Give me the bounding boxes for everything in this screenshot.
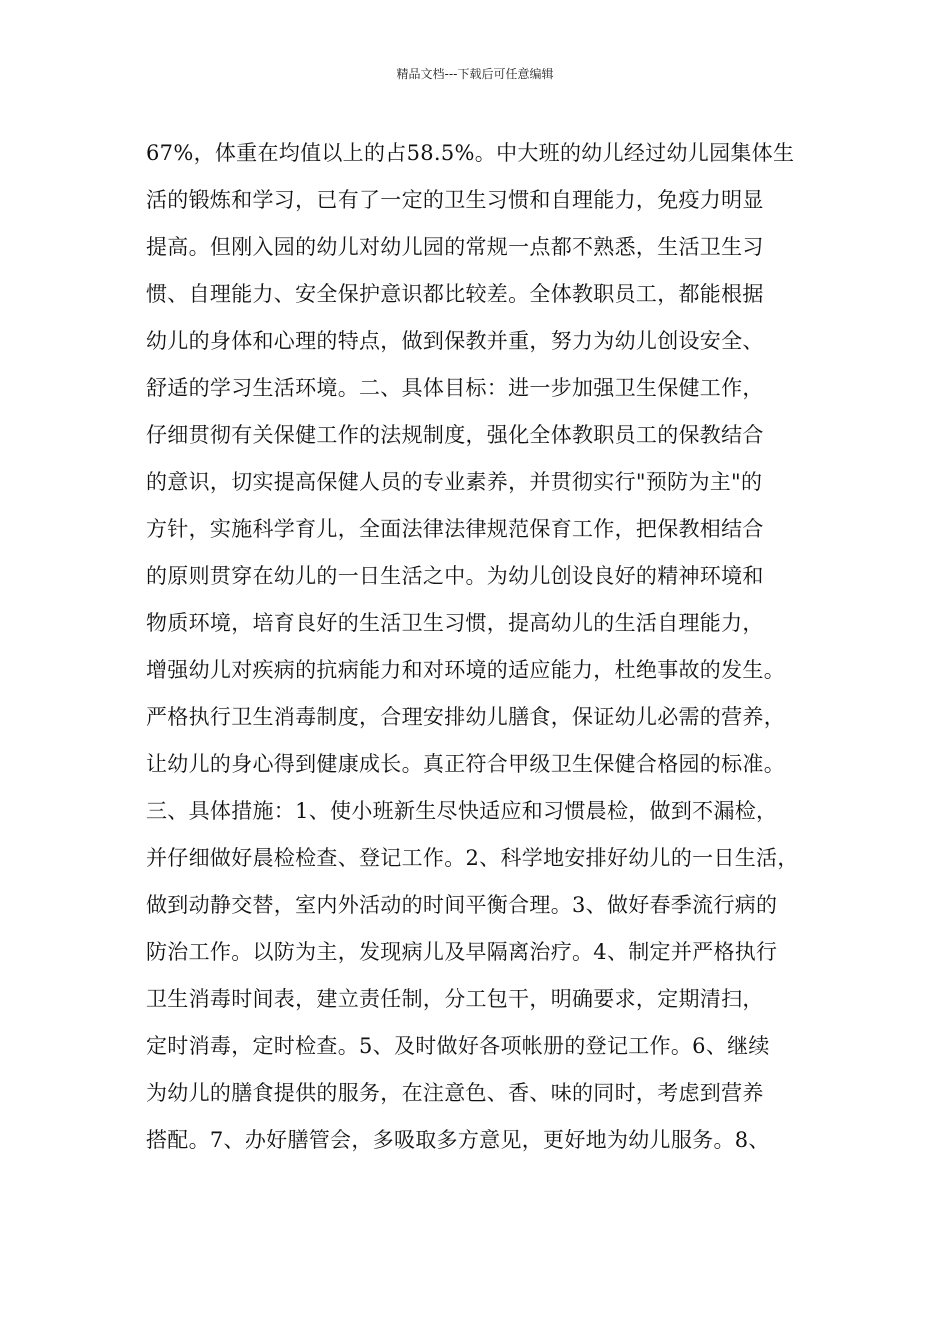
text-line: 让幼儿的身心得到健康成长。真正符合甲级卫生保健合格园的标准。	[146, 752, 785, 776]
text-line: 并仔细做好晨检检查、登记工作。2、科学地安排好幼儿的一日生活，	[146, 846, 799, 870]
text-line: 物质环境，培育良好的生活卫生习惯，提高幼儿的生活自理能力，	[146, 611, 764, 635]
text-line: 提高。但刚入园的幼儿对幼儿园的常规一点都不熟悉，生活卫生习	[146, 235, 764, 259]
text-line: 的意识，切实提高保健人员的专业素养，并贯彻实行"预防为主"的	[146, 470, 763, 494]
page-header: 精品文档---下载后可任意编辑	[396, 67, 554, 81]
text-line: 方针，实施科学育儿，全面法律法律规范保育工作，把保教相结合	[146, 517, 764, 541]
text-line: 定时消毒，定时检查。5、及时做好各项帐册的登记工作。6、继续	[146, 1034, 770, 1058]
text-line: 卫生消毒时间表，建立责任制，分工包干，明确要求，定期清扫，	[146, 987, 764, 1011]
text-line: 惯、自理能力、安全保护意识都比较差。全体教职员工，都能根据	[146, 282, 764, 306]
document-body	[146, 130, 826, 1164]
text-line: 严格执行卫生消毒制度，合理安排幼儿膳食，保证幼儿必需的营养，	[146, 705, 785, 729]
text-line: 为幼儿的膳食提供的服务，在注意色、香、味的同时，考虑到营养	[146, 1081, 764, 1105]
text-line: 仔细贯彻有关保健工作的法规制度，强化全体教职员工的保教结合	[146, 423, 764, 447]
text-line: 幼儿的身体和心理的特点，做到保教并重，努力为幼儿创设安全、	[146, 329, 764, 353]
text-line: 舒适的学习生活环境。二、具体目标：进一步加强卫生保健工作，	[146, 376, 764, 400]
text-line: 活的锻炼和学习，已有了一定的卫生习惯和自理能力，免疫力明显	[146, 188, 764, 212]
text-line: 防治工作。以防为主，发现病儿及早隔离治疗。4、制定并严格执行	[146, 940, 778, 964]
text-line: 的原则贯穿在幼儿的一日生活之中。为幼儿创设良好的精神环境和	[146, 564, 764, 588]
text-line: 做到动静交替，室内外活动的时间平衡合理。3、做好春季流行病的	[146, 893, 778, 917]
text-line: 三、具体措施：1、使小班新生尽快适应和习惯晨检，做到不漏检，	[146, 799, 778, 823]
text-line: 增强幼儿对疾病的抗病能力和对环境的适应能力，杜绝事故的发生。	[146, 658, 785, 682]
text-line: 67%，体重在均值以上的占58.5%。中大班的幼儿经过幼儿园集体生	[146, 141, 795, 165]
text-line: 搭配。7、办好膳管会，多吸取多方意见，更好地为幼儿服务。8、	[146, 1128, 770, 1152]
